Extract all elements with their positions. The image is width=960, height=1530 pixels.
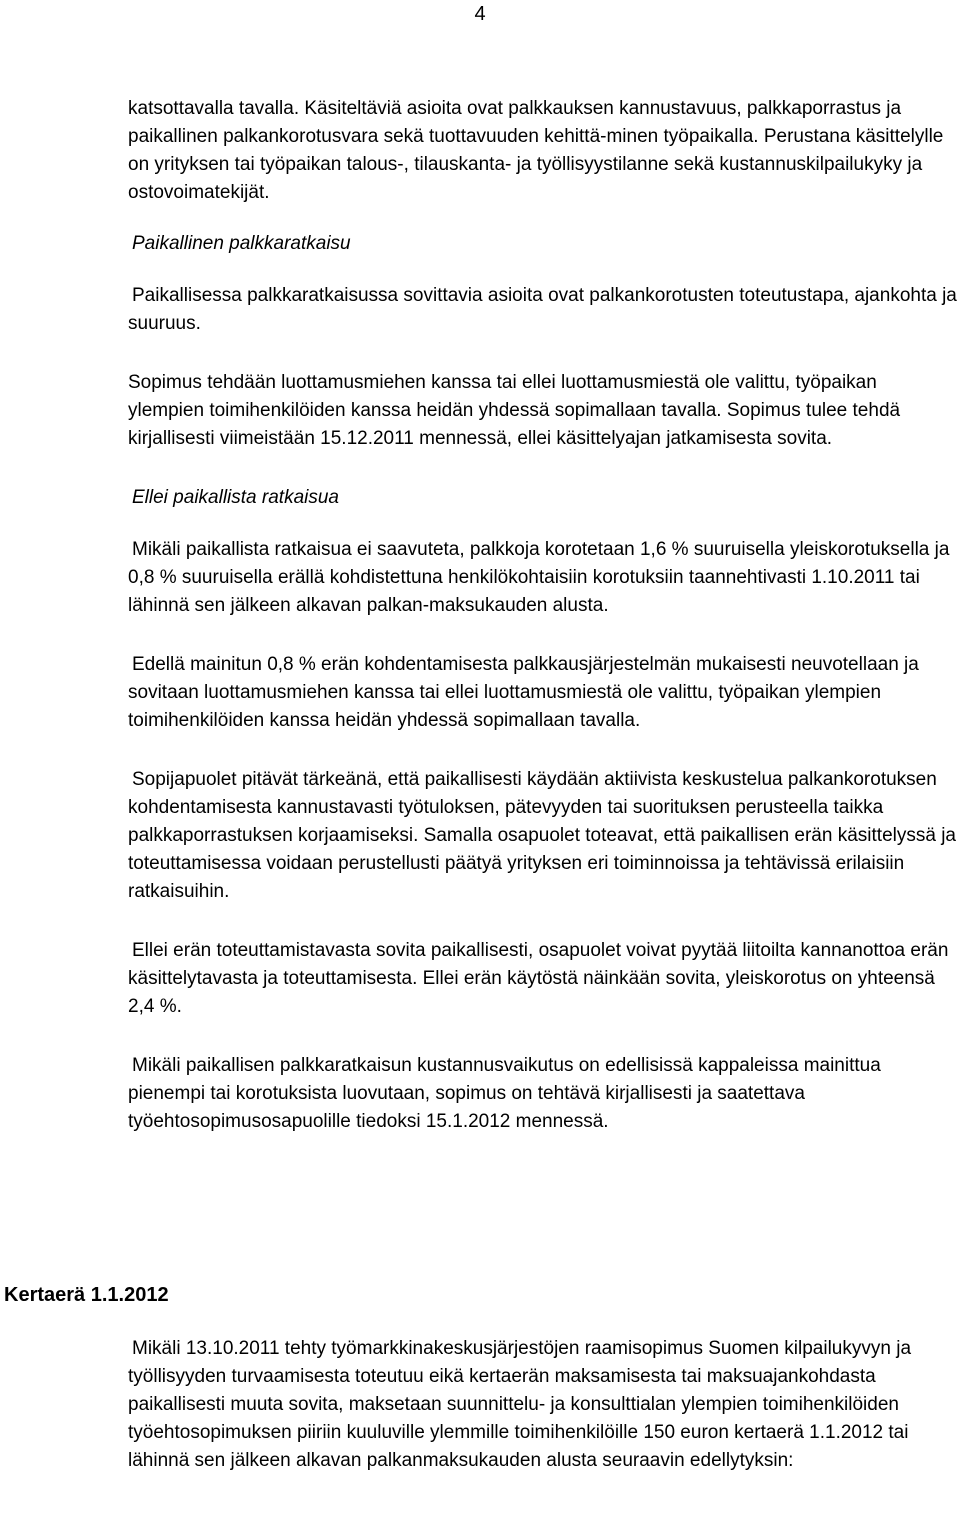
paragraph-local-settlement: Paikallisessa palkkaratkaisussa sovittavia asioita ovat palkankorotusten toteutustapa, ajankohta ja suuruus.	[128, 285, 957, 334]
document-body-lump-sum	[128, 1335, 958, 1506]
side-heading-lump-sum: Kertaerä 1.1.2012	[4, 1284, 169, 1306]
paragraph-agreement: Sopimus tehdään luottamusmiehen kanssa tai ellei luottamusmiestä ole valittu, työpaikan ylempien toimihenkilöiden kanssa heidän yhdessä sopimallaan tavalla. Sopimus tulee tehdä kirjallisesti viimeistään 15.12.2011 mennessä, ellei käsittelyajan jatkamisesta sovita.	[128, 372, 901, 449]
document-body	[128, 95, 958, 1167]
paragraph-cost-effect: Mikäli paikallisen palkkaratkaisun kustannusvaikutus on edellisissä kappaleissa mainittua pienempi tai korotuksista luovutaan, sopimus on tehtävä kirjallisesti ja saatettava työehtosopimusosapuolille tiedoksi 15.1.2012 mennessä.	[128, 1055, 881, 1132]
paragraph-general-increase: Mikäli paikallista ratkaisua ei saavuteta, palkkoja korotetaan 1,6 % suuruisella yleiskorotuksella ja 0,8 % suuruisella erällä kohdistettuna henkilökohtaisiin korotuksiin taannehtivasti 1.10.2011 tai lähinnä sen jälkeen alkavan palkan-maksukauden alusta.	[128, 539, 950, 616]
heading-no-local-settlement: Ellei paikallista ratkaisua	[132, 487, 339, 508]
paragraph-intro: katsottavalla tavalla. Käsiteltäviä asioita ovat palkkauksen kannustavuus, palkkaporrastus ja paikallinen palkankorotusvara sekä tuottavuuden kehittä-minen työpaikalla. Perustana käsittelylle on yrityksen tai työpaikan talous-, tilauskanta- ja työllisyystilanne sekä kustannuskilpailukyky ja ostovoimatekijät.	[128, 98, 944, 203]
page-number: 4	[474, 3, 486, 25]
paragraph-allocation: Edellä mainitun 0,8 % erän kohdentamisesta palkkausjärjestelmän mukaisesti neuvotellaan ja sovitaan luottamusmiehen kanssa tai ellei luottamusmiestä ole valittu, työpaikan ylempien toimihenkilöiden kanssa heidän yhdessä sopimallaan tavalla.	[128, 654, 919, 731]
paragraph-discussion: Sopijapuolet pitävät tärkeänä, että paikallisesti käydään aktiivista keskustelua palkankorotuksen kohdentamisesta kannustavasti työtuloksen, pätevyyden tai suorituksen perusteella taikka palkkaporrastuksen korjaamiseksi. Samalla osapuolet toteavat, että paikallisen erän käsittelyssä ja toteuttamisessa voidaan perustellusti päätyä yrityksen eri toiminnoissa ja tehtävissä erilaisiin ratkaisuihin.	[128, 769, 956, 902]
paragraph-unions-opinion: Ellei erän toteuttamistavasta sovita paikallisesti, osapuolet voivat pyytää liitoilta kannanottoa erän käsittelytavasta ja toteuttamisesta. Ellei erän käytöstä näinkään sovita, yleiskorotus on yhteensä 2,4 %.	[128, 940, 949, 1017]
heading-local-settlement: Paikallinen palkkaratkaisu	[132, 233, 351, 254]
paragraph-lump-sum: Mikäli 13.10.2011 tehty työmarkkinakeskusjärjestöjen raamisopimus Suomen kilpailukyvyn ja työllisyyden turvaamisesta toteutuu eikä kertaerän maksamisesta tai maksuajankohdasta paikallisesti muuta sovita, maksetaan suunnittelu- ja konsulttialan ylempien toimihenkilöiden työehtosopimuksen piiriin kuuluville ylemmille toimihenkilöille 150 euron kertaerä 1.1.2012 tai lähinnä sen jälkeen alkavan palkanmaksukauden alusta seuraavin edellytyksin:	[128, 1338, 912, 1471]
